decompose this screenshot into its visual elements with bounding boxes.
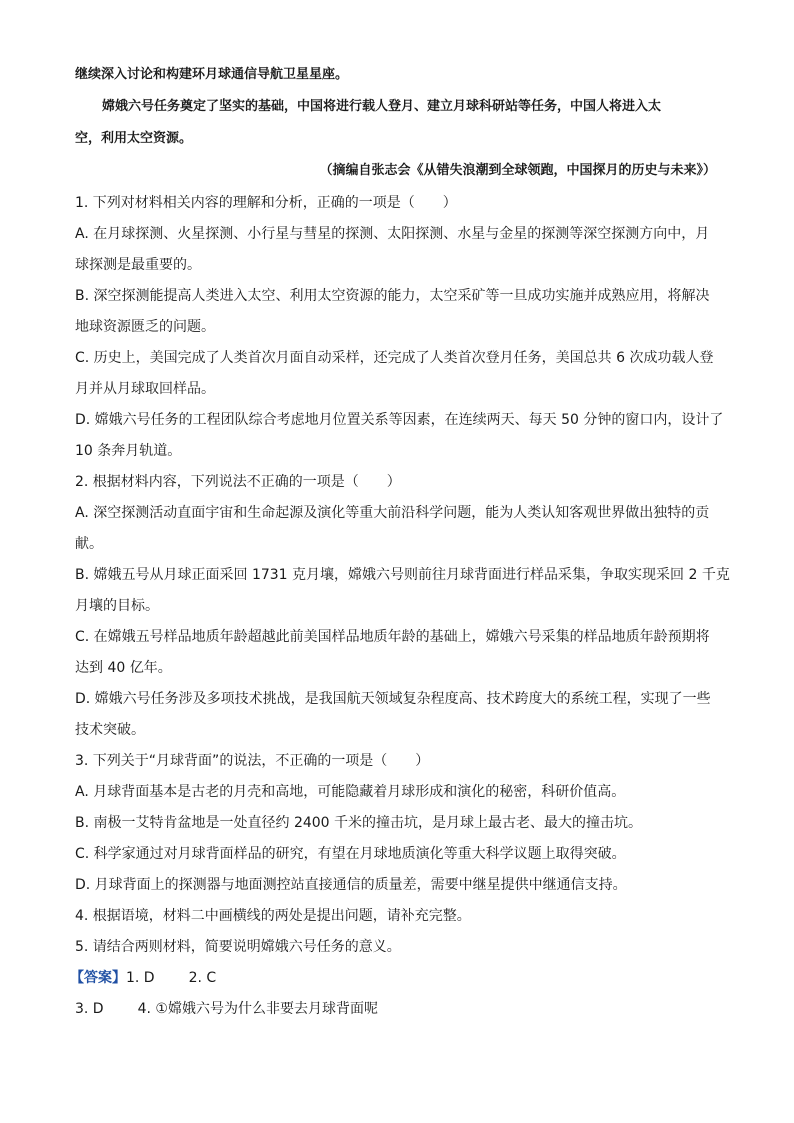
option-line: A. 在月球探测、火星探测、小行星与彗星的探测、太阳探测、水星与金星的探测等深空探测方向中，月 — [75, 226, 710, 242]
answer-2: 2. C — [188, 970, 217, 986]
material-line: 嫦娥六号任务奠定了坚实的基础，中国将进行载人登月、建立月球科研站等任务，中国人将进入太 — [102, 99, 662, 114]
option-line: B. 嫦娥五号从月球正面采回 1731 克月壤，嫦娥六号则前往月球背面进行样品采集，争取实现采回 2 千克 — [75, 567, 730, 583]
answer-3: 3. D — [75, 1001, 104, 1017]
question-4-stem: 4. 根据语境，材料二中画横线的两处是提出问题，请补充完整。 — [75, 908, 471, 924]
option-line: 技术突破。 — [75, 722, 145, 738]
option-line: 10 条奔月轨道。 — [75, 443, 182, 459]
source-citation: （摘编自张志会《从错失浪潮到全球领跑，中国探月的历史与未来》） — [319, 163, 716, 178]
question-3-stem: 3. 下列关于“月球背面”的说法，不正确的一项是（ ） — [75, 753, 430, 769]
answer-1: 1. D — [126, 970, 155, 986]
answer-line-1 — [70, 969, 216, 987]
option-line: 达到 40 亿年。 — [75, 660, 172, 676]
option-line: 月壤的目标。 — [75, 598, 159, 614]
option-line: 球探测是最重要的。 — [75, 257, 201, 273]
question-2-stem: 2. 根据材料内容，下列说法不正确的一项是（ ） — [75, 474, 401, 490]
option-line: C. 历史上，美国完成了人类首次月面自动采样，还完成了人类首次登月任务，美国总共 6 次成功载人登 — [75, 350, 714, 366]
answer-4: 4. ①嫦娥六号为什么非要去月球背面呢 — [137, 1001, 378, 1017]
option-line: 献。 — [75, 536, 103, 552]
option-line: C. 在嫦娥五号样品地质年龄超越此前美国样品地质年龄的基础上，嫦娥六号采集的样品地质年龄预期将 — [75, 629, 710, 645]
option-line: D. 月球背面上的探测器与地面测控站直接通信的质量差，需要中继星提供中继通信支持。 — [75, 877, 627, 893]
option-line: 月并从月球取回样品。 — [75, 381, 215, 397]
option-line: D. 嫦娥六号任务涉及多项技术挑战，是我国航天领域复杂程度高、技术跨度大的系统工程，实现了一些 — [75, 691, 711, 707]
material-line: 空，利用太空资源。 — [75, 131, 193, 146]
option-line: A. 深空探测活动直面宇宙和生命起源及演化等重大前沿科学问题，能为人类认知客观世界做出独特的贡 — [75, 505, 710, 521]
answer-tag: 【答案】 — [70, 970, 126, 986]
option-line: D. 嫦娥六号任务的工程团队综合考虑地月位置关系等因素，在连续两天、每天 50 分钟的窗口内，设计了 — [75, 412, 724, 428]
option-line: A. 月球背面基本是古老的月壳和高地，可能隐藏着月球形成和演化的秘密，科研价值高。 — [75, 784, 626, 800]
option-line: 地球资源匮乏的问题。 — [75, 319, 215, 335]
material-line: 继续深入讨论和构建环月球通信导航卫星星座。 — [75, 67, 349, 82]
option-line: C. 科学家通过对月球背面样品的研究，有望在月球地质演化等重大科学议题上取得突破。 — [75, 846, 626, 862]
option-line: B. 南极一艾特肯盆地是一处直径约 2400 千米的撞击坑，是月球上最古老、最大的撞击坑。 — [75, 815, 643, 831]
option-line: B. 深空探测能提高人类进入太空、利用太空资源的能力，太空采矿等一旦成功实施并成熟应用，将解决 — [75, 288, 710, 304]
question-5-stem: 5. 请结合两则材料，简要说明嫦娥六号任务的意义。 — [75, 939, 401, 955]
question-1-stem: 1. 下列对材料相关内容的理解和分析，正确的一项是（ ） — [75, 195, 457, 211]
answer-line-2 — [75, 1000, 378, 1018]
